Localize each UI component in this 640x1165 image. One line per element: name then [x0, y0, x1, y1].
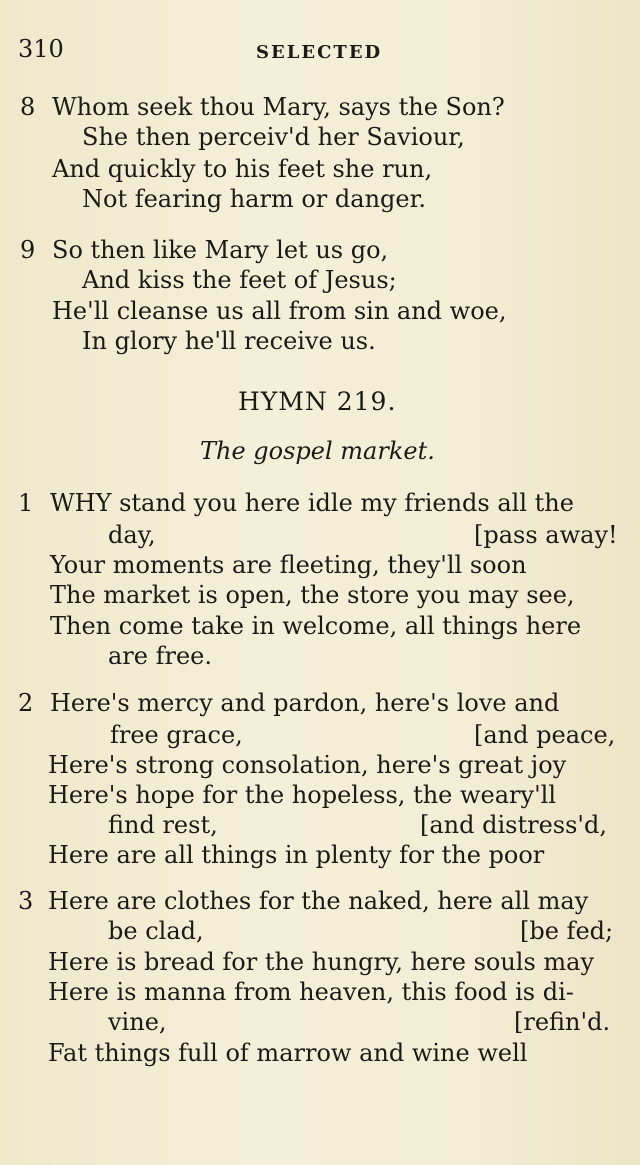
verse-line: vine, [108, 1008, 167, 1036]
verse-line: be clad, [108, 917, 204, 945]
verse-line: WHY stand you here idle my friends all the [50, 489, 574, 517]
verse-number: 9 [20, 236, 36, 264]
verse-line-overflow: [and peace, [474, 721, 616, 749]
verse-number: 1 [18, 489, 34, 517]
hymn-subtitle: The gospel market. [200, 437, 435, 465]
verse-number: 2 [18, 689, 34, 717]
verse-line-overflow: [and distress'd, [420, 811, 608, 839]
verse-line-overflow: [refin'd. [514, 1008, 611, 1036]
verse-line: find rest, [108, 811, 218, 839]
verse-line: Here's hope for the hopeless, the weary'll [48, 781, 557, 809]
verse-line: Your moments are fleeting, they'll soon [50, 551, 527, 579]
verse-line: She then perceiv'd her Saviour, [82, 123, 465, 151]
verse-line: Fat things full of marrow and wine well [48, 1039, 528, 1067]
verse-number: 8 [20, 93, 36, 121]
verse-line: He'll cleanse us all from sin and woe, [52, 297, 507, 325]
verse-number: 3 [18, 887, 34, 915]
verse-line-overflow: [pass away! [474, 521, 618, 549]
page-number: 310 [18, 35, 64, 63]
verse-line: Here is manna from heaven, this food is di- [48, 978, 574, 1006]
verse-line: Then come take in welcome, all things here [50, 612, 582, 640]
verse-line: The market is open, the store you may see, [50, 581, 575, 609]
verse-line: Not fearing harm or danger. [82, 185, 427, 213]
verse-line: Here is bread for the hungry, here souls may [48, 948, 595, 976]
verse-line: free grace, [110, 721, 243, 749]
verse-line: day, [108, 521, 156, 549]
verse-line: So then like Mary let us go, [52, 236, 389, 264]
verse-line: are free. [108, 642, 213, 670]
verse-line: In glory he'll receive us. [82, 327, 376, 355]
hymn-title: HYMN 219. [238, 387, 397, 416]
verse-line: And quickly to his feet she run, [52, 155, 433, 183]
verse-line: Here's mercy and pardon, here's love and [50, 689, 560, 717]
running-head: SELECTED [256, 42, 383, 63]
verse-line: And kiss the feet of Jesus; [82, 266, 397, 294]
verse-line: Here's strong consolation, here's great joy [48, 751, 567, 779]
verse-line: Here are clothes for the naked, here all may [48, 887, 589, 915]
verse-line: Here are all things in plenty for the poor [48, 841, 545, 869]
verse-line: Whom seek thou Mary, says the Son? [52, 93, 505, 121]
verse-line-overflow: [be fed; [520, 917, 614, 945]
